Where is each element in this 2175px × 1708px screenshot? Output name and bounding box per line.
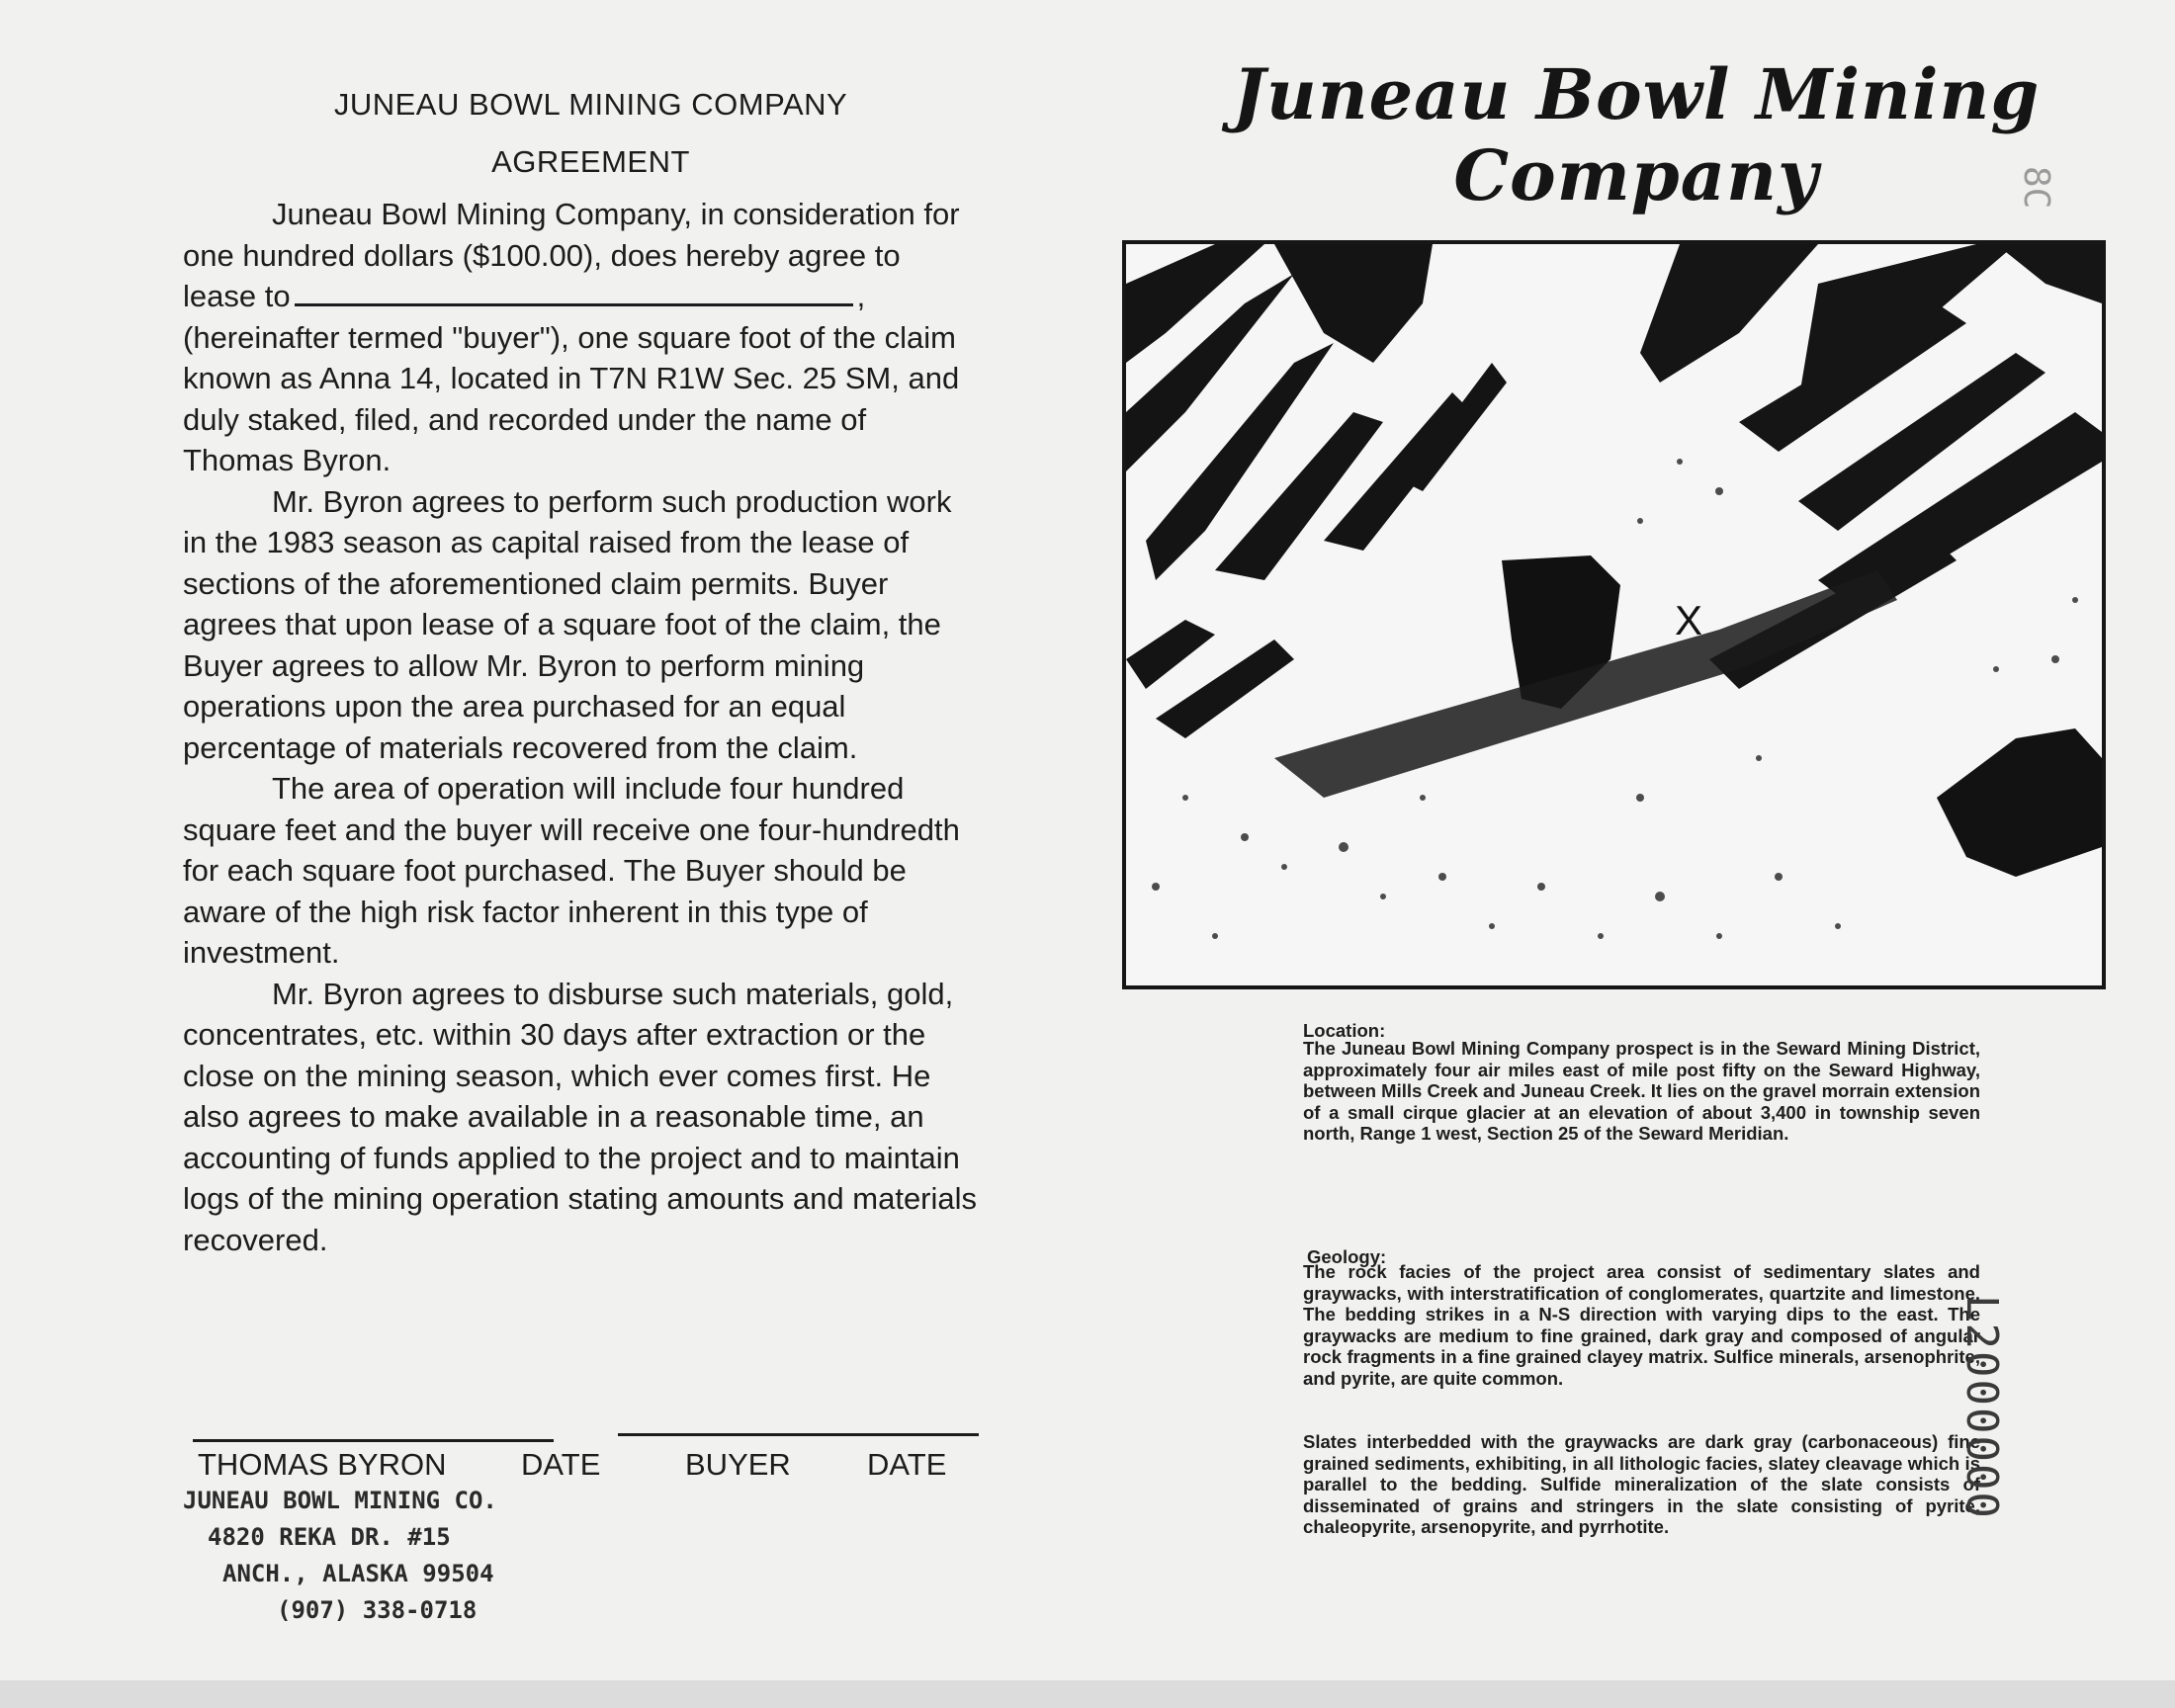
paragraph-1-start: Juneau Bowl Mining Company, in consideration for one hundred dollars ($100.00), does hereby agree to lease to xyxy=(183,197,960,313)
agreement-section xyxy=(183,87,979,1260)
agreement-paragraph-2: Mr. Byron agrees to perform such production work in the 1983 season as capital raised from the lease of sections of the aforementioned claim permits. Buyer agrees that upon lease of a square foot of the claim, the Buyer agrees to allow Mr. Byron to perform mining operations upon the area purchased for an equal percentage of materials recovered from the claim. xyxy=(183,483,952,765)
stamp-line-4: (907) 338-0718 xyxy=(277,1596,478,1624)
buyer-label: BUYER xyxy=(685,1447,791,1482)
seller-date-label: DATE xyxy=(521,1447,601,1482)
photo-x-marker: X xyxy=(1675,597,1703,643)
lessee-name-blank xyxy=(295,282,853,306)
aerial-photo-graphic xyxy=(1126,244,2102,985)
location-section xyxy=(1303,1038,1980,1145)
brand-line-2: Company xyxy=(1453,134,1819,216)
buyer-signature-line xyxy=(618,1433,979,1436)
geology-text-1: The rock facies of the project area consist of sedimentary slates and graywacks, with interstratification of conglomerates, quartzite and limestone. The bedding strikes in a N-S direction with varying dips to the east. The graywacks are medium to fine grained, dark gray and composed of angular rock fragments in a fine grained clayey matrix. Sulfice minerals, arsenophrite, and pyrite, are quite common. xyxy=(1303,1261,1980,1389)
agreement-title: AGREEMENT xyxy=(491,144,690,179)
scan-bottom-edge xyxy=(0,1680,2175,1708)
seller-label: THOMAS BYRON xyxy=(198,1447,447,1482)
brand-line-1: Juneau Bowl Mining xyxy=(1232,53,2041,135)
margin-mark: 8C xyxy=(2016,166,2056,210)
company-address-stamp xyxy=(178,1483,593,1629)
aerial-photo xyxy=(1122,240,2106,989)
location-heading: Location: xyxy=(1303,1019,1386,1041)
document-number: L2000000 xyxy=(1957,1295,2007,1520)
stamp-line-1: JUNEAU BOWL MINING CO. xyxy=(183,1487,497,1514)
company-heading: JUNEAU BOWL MINING COMPANY xyxy=(333,87,848,122)
location-text: The Juneau Bowl Mining Company prospect is in the Seward Mining District, approximately four air miles east of mile post fifty on the Seward Highway, between Mills Creek and Juneau Creek. It lies on the gravel morrain extension of a small cirque glacier at an elevation of about 3,400 in township seven north, Range 1 west, Section 25 of the Seward Meridian. xyxy=(1303,1038,1980,1144)
agreement-paragraph-4: Mr. Byron agrees to disburse such materials, gold, concentrates, etc. within 30 days after extraction or the close on the mining season, which ever comes first. He also agrees to make available in a reasonable time, an accounting of funds applied to the project and to maintain logs of the mining operation stating amounts and materials recovered. xyxy=(183,976,978,1257)
stamp-line-2: 4820 REKA DR. #15 xyxy=(208,1523,451,1551)
agreement-paragraph-3: The area of operation will include four hundred square feet and the buyer will receive one four-hundredth for each square foot purchased. The Buyer should be aware of the high risk factor inherent in this type of investment. xyxy=(183,771,960,970)
geology-section-2 xyxy=(1303,1431,1980,1538)
stamp-line-3: ANCH., ALASKA 99504 xyxy=(222,1560,494,1587)
agreement-paragraph-1 xyxy=(183,194,979,481)
signature-area xyxy=(193,1431,984,1491)
buyer-date-label: DATE xyxy=(867,1447,947,1482)
agreement-body xyxy=(183,194,979,1260)
seller-signature-line xyxy=(193,1439,554,1442)
geology-heading: Geology: xyxy=(1307,1245,1387,1267)
brand-title xyxy=(1167,54,2106,216)
geology-section-1 xyxy=(1303,1261,1980,1389)
geology-text-2: Slates interbedded with the graywacks are dark gray (carbonaceous) fine grained sediments, exhibiting, in all lithologic facies, slatey cleavage which is parallel to the bedding. Sulfide mineralization of the slate consists of disseminated of grains and stringers in the slate consisting of pyrite, chaleopyrite, arsenopyrite, and pyrrhotite. xyxy=(1303,1431,1980,1537)
paragraph-1-end: , (hereinafter termed "buyer"), one square foot of the claim known as Anna 14, located in T7N R1W Sec. 25 SM, and duly staked, filed, and recorded under the name of Thomas Byron. xyxy=(183,279,960,477)
